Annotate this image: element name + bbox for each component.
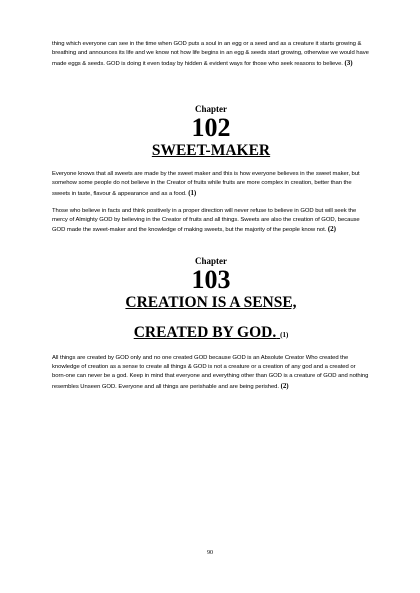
paragraph-text: Everyone knows that all sweets are made by the sweet maker and this is how everyone believes in the sweet maker, but somehow some people do not believe in the Creator of fruits while fruits are more complex in creation, better than the sweets in taste, flavour & appearance and as a food. bbox=[52, 171, 360, 197]
chapter-title-line-1: CREATION IS A SENSE, bbox=[125, 293, 297, 311]
chapter-103 bbox=[52, 256, 370, 392]
page-body bbox=[52, 40, 370, 392]
paragraph-text: All things are created by GOD only and no one created GOD because GOD is an Absolute Creator Who created the knowledge of creation as a sense to create all things & GOD is not a creature or a creation of any god and a created or born-one can never be a god. Keep in mind that everyone and everything other than GOD is a creature of GOD and nothing resembles Unseen GOD. Everyone and all things are perishable and are being perished. bbox=[52, 354, 369, 390]
chapter-title-text: CREATED BY GOD. bbox=[133, 323, 277, 341]
paragraph-ref: (1) bbox=[188, 188, 197, 197]
chapter-102 bbox=[52, 104, 370, 236]
chapter-102-paragraph-1 bbox=[52, 170, 370, 199]
chapter-title: SWEET-MAKER bbox=[151, 142, 271, 159]
intro-text: thing which everyone can see in the time when GOD puts a soul in an egg or a seed and as a creature it starts growing & breathing and announces its life and we know not how life begins in an egg & seeds start growing, otherwise we would have made eggs & seeds. GOD is doing it even today by hidden & evident ways for those who seek reasons to believe. bbox=[52, 41, 369, 67]
chapter-title-ref: (1) bbox=[280, 330, 289, 339]
chapter-102-paragraph-2 bbox=[52, 207, 370, 236]
chapter-label: Chapter bbox=[195, 255, 227, 266]
paragraph-ref: (2) bbox=[280, 381, 289, 390]
chapter-title-line-2 bbox=[52, 324, 370, 344]
paragraph-text: Those who believe in facts and think positively in a proper direction will never refuse to believe in GOD but will seek the mercy of Almighty GOD by believing in the Creator of fruits and all things. Sweets are also the creation of GOD, because GOD made the sweet-maker and the knowledge of making sweets, but the majority of the people know not. bbox=[52, 207, 360, 234]
intro-paragraph bbox=[52, 40, 370, 78]
intro-ref: (3) bbox=[344, 58, 353, 67]
chapter-103-paragraph-1 bbox=[52, 354, 370, 392]
chapter-label: Chapter bbox=[195, 104, 227, 114]
paragraph-ref: (2) bbox=[327, 225, 336, 234]
chapter-number: 102 bbox=[191, 113, 231, 142]
chapter-number: 103 bbox=[191, 264, 231, 294]
page-number: 90 bbox=[207, 550, 213, 556]
